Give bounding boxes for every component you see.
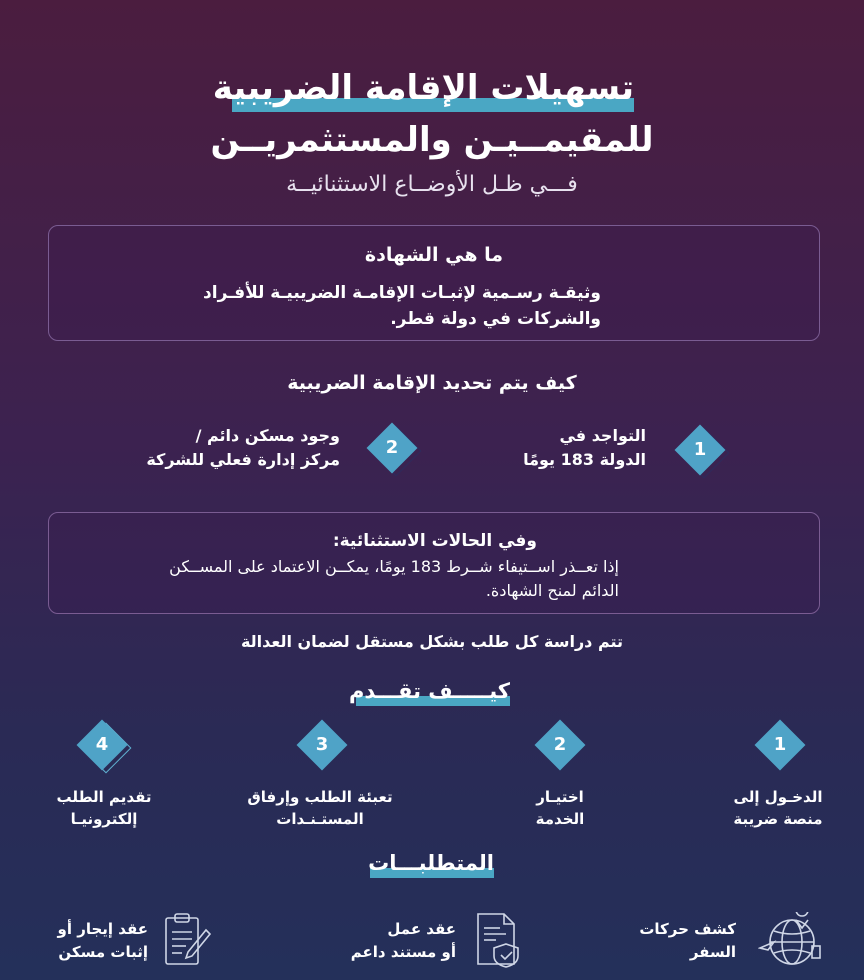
step-1-line1: الدخـول إلى [733,788,823,806]
determination-badge-2 [374,430,410,466]
determination-item-2-line1: وجود مسكن دائم / [195,426,340,445]
step-badge-1 [762,727,798,763]
step-4-line2: إلكترونيـا [70,810,138,828]
determination-number-1: 1 [693,439,707,460]
requirements-heading: المتطلبـــات [368,851,494,875]
step-3-line1: تعبئة الطلب وإرفاق [247,788,393,806]
determination-number-2: 2 [385,437,399,458]
step-1-text [700,786,856,830]
exceptional-box [48,512,820,614]
exceptional-text: إذا تعــذر اســتيفاء شــرط 183 يومًا، يمكــن الاعتماد على المســكن الدائم لمنح الشهادة. [169,557,619,600]
step-3-line2: المستـنـدات [276,810,364,828]
step-2-line2: الخدمة [535,810,585,828]
requirement-1-text [639,918,736,964]
determination-item-1 [523,424,646,472]
title-line1-wrap [212,66,634,120]
step-number-4: 4 [95,734,109,755]
step-4-text [30,786,178,830]
requirement-2-line2: أو مستند داعم [350,943,456,961]
requirement-3-text [58,918,148,964]
step-number-1: 1 [773,734,787,755]
determination-heading: كيف يتم تحديد الإقامة الضريبية [287,372,577,394]
step-3-text [230,786,410,830]
how-to-apply-heading-wrap [348,676,510,710]
requirement-3-line2: إثبات مسكن [58,943,148,961]
determination-item-1-line1: التواجد في [559,426,646,445]
globe-travel-icon [758,912,824,968]
contract-pen-icon [162,910,214,968]
certificate-text: وثيقـة رسـمية لإثبـات الإقامـة الضريبيـة للأفـراد والشركات في دولة قطر. [203,283,601,329]
step-2-text [482,786,638,830]
step-badge-2 [542,727,578,763]
requirements-heading-wrap [370,848,494,882]
title-line2: للمقيمــيـن والمستثمريــن [210,120,654,160]
requirement-1-line2: السفر [689,943,736,961]
fairness-note: تتم دراسة كل طلب بشكل مستقل لضمان العدالة [240,632,624,651]
title-line1: تسهيلات الإقامة الضريبية [212,68,634,108]
step-number-3: 3 [315,734,329,755]
requirement-1-line1: كشف حركات [639,920,736,938]
requirement-2-line1: عقد عمل [387,920,456,938]
title-line3: فـــي ظـل الأوضــاع الاستثنائيــة [286,172,578,197]
step-2-line1: اختيـار [536,788,584,806]
step-badge-3 [304,727,340,763]
requirement-3-line1: عقد إيجار أو [57,920,148,938]
step-number-2: 2 [553,734,567,755]
certificate-box [48,225,820,341]
determination-item-2-line2: مركز إدارة فعلي للشركة [146,450,340,469]
certificate-heading: ما هي الشهادة [364,244,504,266]
step-4-line1: تقديم الطلب [56,788,152,806]
exceptional-heading: وفي الحالات الاستثنائية: [332,531,537,551]
step-1-line2: منصة ضريبة [733,810,823,828]
determination-item-1-line2: الدولة 183 يومًا [523,450,646,469]
document-shield-icon [474,910,522,968]
determination-item-2 [146,424,340,472]
how-to-apply-heading: كيـــــف تقـــدم [348,679,510,703]
determination-badge-1 [682,432,718,468]
requirement-2-text [351,918,456,964]
step-badge-4 [84,727,120,763]
